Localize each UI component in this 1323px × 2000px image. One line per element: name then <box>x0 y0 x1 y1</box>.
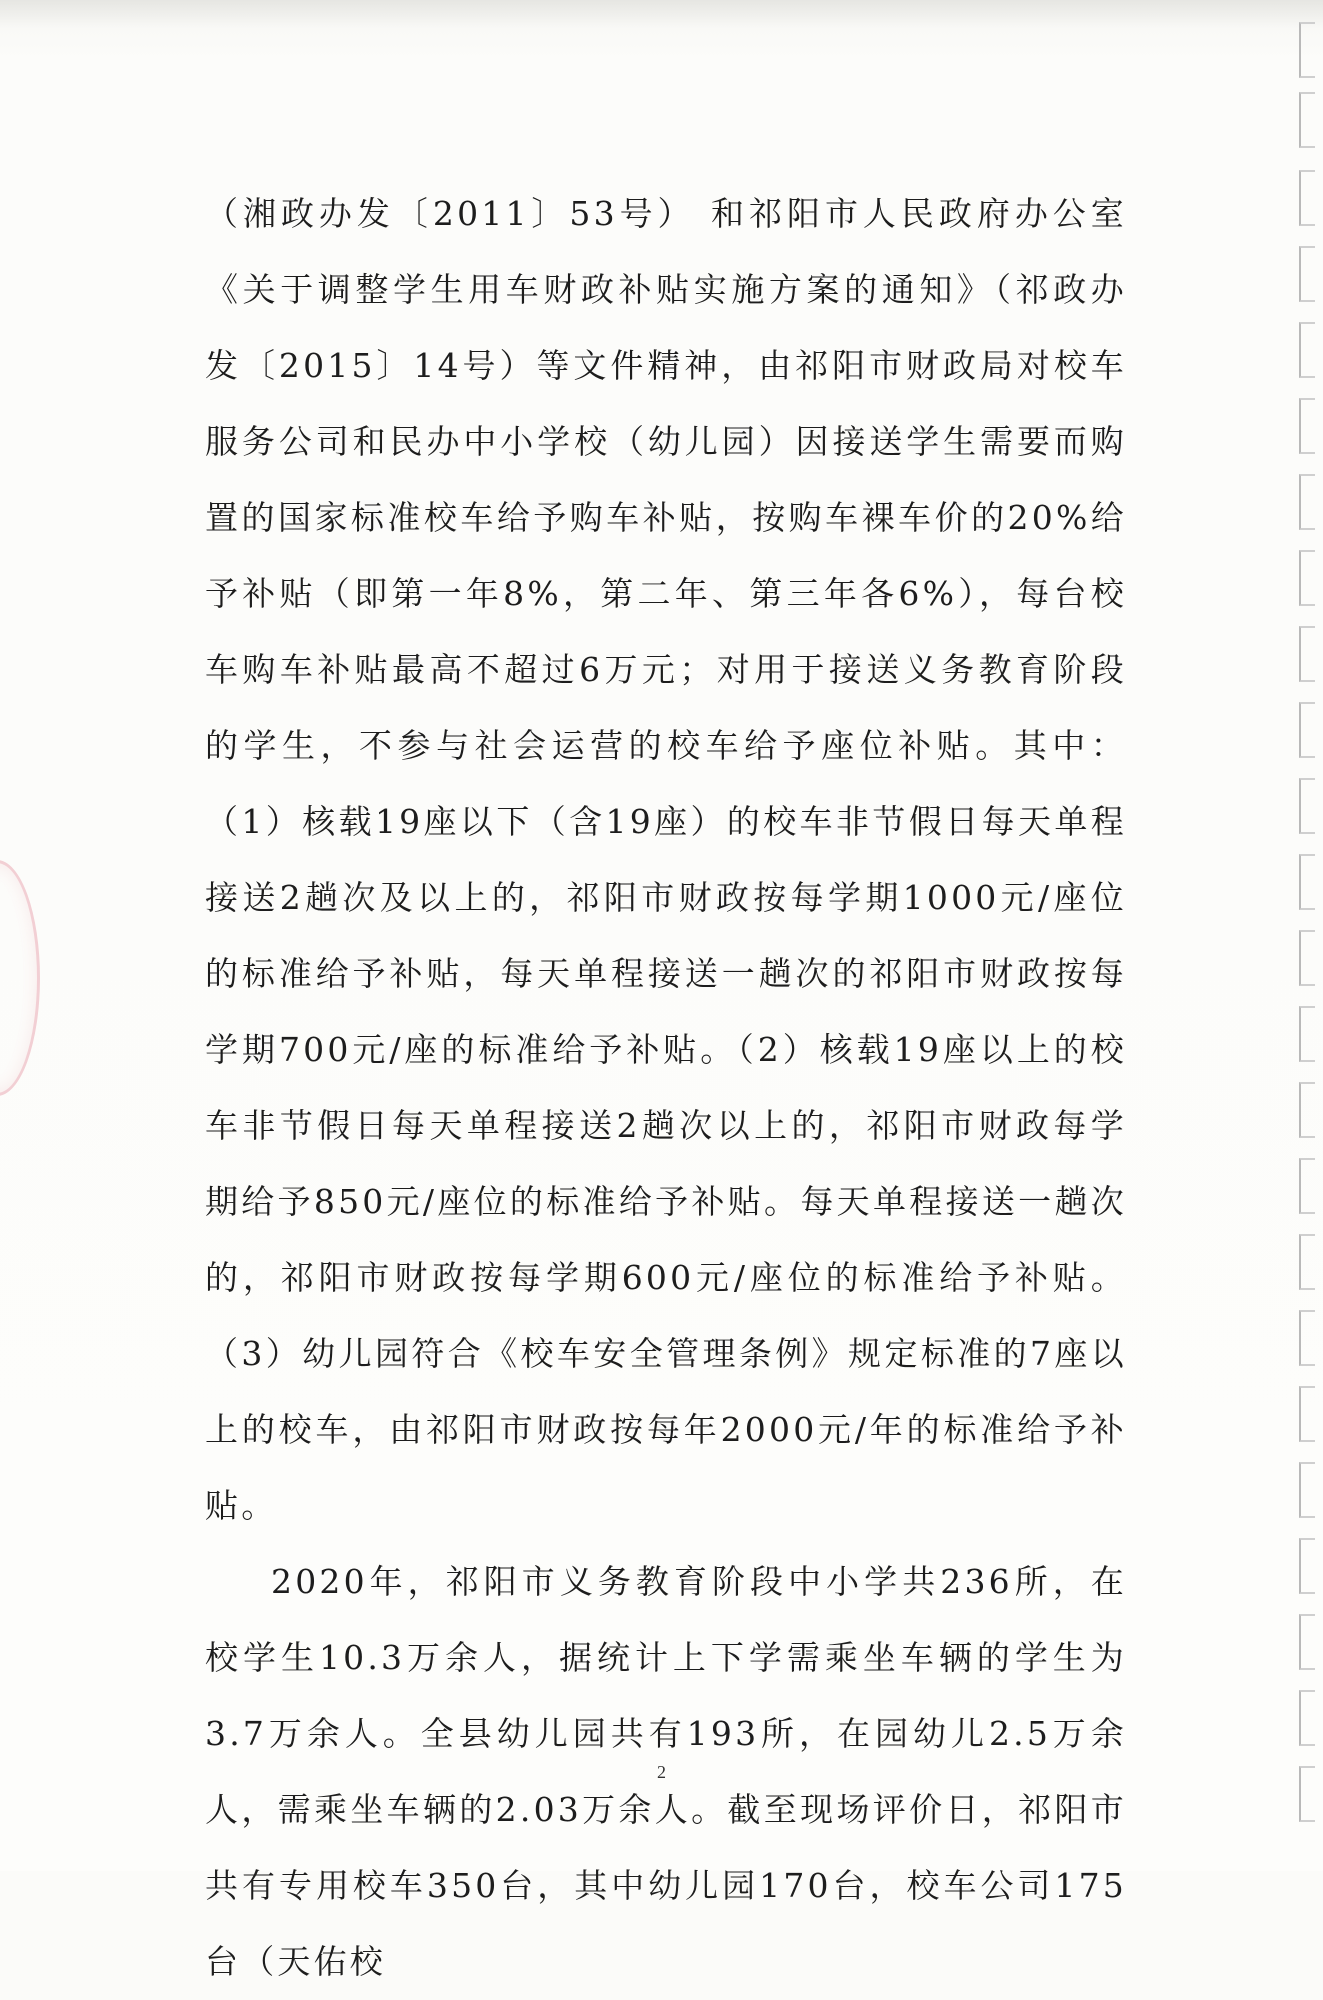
paragraph-2020-statistics: 2020年，祁阳市义务教育阶段中小学共236所，在校学生10.3万余人，据统计上下学需乘坐车辆的学生为3.7万余人。全县幼儿园共有193所，在园幼儿2.5万余人，需乘坐车辆的2.03万余人。截至现场评价日，祁阳市共有专用校车350台，其中幼儿园170台，校车公司175台（天佑校 <box>205 1562 1127 1981</box>
red-seal-stamp-edge <box>0 860 40 1096</box>
binding-mark <box>1299 1310 1315 1366</box>
binding-mark <box>1299 398 1315 454</box>
binding-mark <box>1299 1690 1315 1746</box>
binding-mark <box>1299 930 1315 986</box>
binding-mark <box>1299 170 1315 226</box>
binding-mark <box>1299 702 1315 758</box>
binding-mark <box>1299 322 1315 378</box>
binding-mark <box>1299 474 1315 530</box>
paragraph-subsidy-policy: （湘政办发〔2011〕53号） 和祁阳市人民政府办公室《关于调整学生用车财政补贴实施方案的通知》（祁政办发〔2015〕14号）等文件精神，由祁阳市财政局对校车服务公司和民办中小学校（幼儿园）因接送学生需要而购置的国家标准校车给予购车补贴，按购车裸车价的20%给予补贴（即第一年8%，第二年、第三年各6%），每台校车购车补贴最高不超过6万元；对用于接送义务教育阶段的学生，不参与社会运营的校车给予座位补贴。其中：（1）核载19座以下（含19座）的校车非节假日每天单程接送2趟次及以上的，祁阳市财政按每学期1000元/座位的标准给予补贴，每天单程接送一趟次的祁阳市财政按每学期700元/座的标准给予补贴。（2）核载19座以上的校车非节假日每天单程接送2趟次以上的，祁阳市财政每学期给予850元/座位的标准给予补贴。每天单程接送一趟次的，祁阳市财政按每学期600元/座位的标准给予补贴。（3）幼儿园符合《校车安全管理条例》规定标准的7座以上的校车，由祁阳市财政按每年2000元/年的标准给予补贴。 <box>205 194 1127 1525</box>
binding-mark <box>1299 550 1315 606</box>
binding-mark <box>1299 626 1315 682</box>
binding-mark <box>1299 854 1315 910</box>
binding-mark <box>1299 1234 1315 1290</box>
page-number: 2 <box>657 1762 666 1782</box>
binding-margin-marks <box>1287 10 1315 1860</box>
binding-mark <box>1299 1462 1315 1518</box>
binding-mark <box>1299 246 1315 302</box>
binding-mark <box>1299 1386 1315 1442</box>
body-text <box>205 176 1127 2000</box>
binding-mark <box>1299 1158 1315 1214</box>
binding-mark <box>1299 92 1315 148</box>
binding-mark <box>1299 1538 1315 1594</box>
binding-mark <box>1299 778 1315 834</box>
binding-mark <box>1299 22 1315 78</box>
binding-mark <box>1299 1006 1315 1062</box>
binding-mark <box>1299 1082 1315 1138</box>
scan-shadow <box>0 0 1323 28</box>
binding-mark <box>1299 1614 1315 1670</box>
